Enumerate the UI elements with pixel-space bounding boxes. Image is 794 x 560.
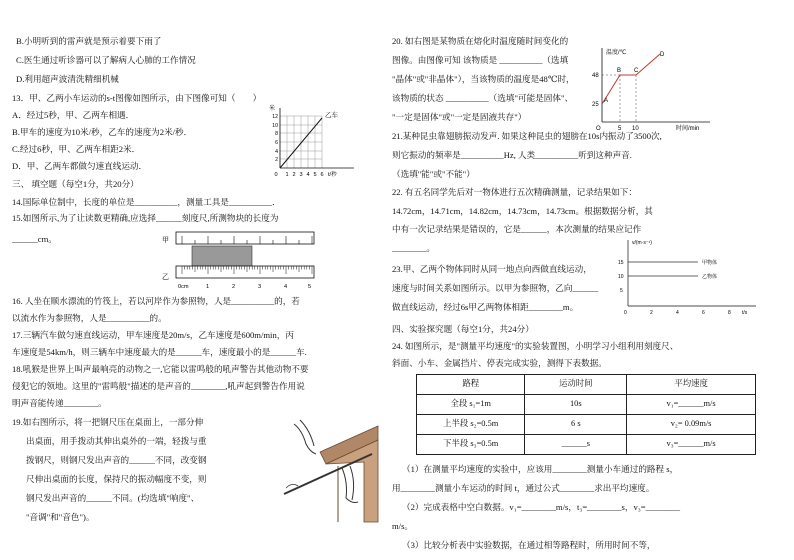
vt-xtick: 8 (728, 310, 731, 316)
q24-part1-line2: 用________测量小车运动的时间 t，通过公式________求出平均速度。 (392, 483, 655, 493)
q21-line3: （选填"能"或"不能"） (392, 169, 475, 179)
vt-ytick: 10 (618, 274, 624, 280)
ruler-tick-label: 4 (284, 284, 288, 290)
q13-xlabel: t/秒 (328, 172, 337, 178)
q23-line2: 速度与时间关系如图所示。以甲为参照物，乙向______ (392, 283, 599, 293)
table-header: 平均速度 (627, 375, 756, 395)
q24-line1: 24. 如图所示，是"测量平均速度"的实验装置图，小明学习小组利用刻度尺、 (392, 341, 679, 351)
section-4-title: 四、实验探究题（每空1分，共24分） (392, 324, 534, 334)
q19-line4: 尺伸出桌面的长度，保持尺的振动幅度不变，则 (26, 474, 207, 484)
table-cell: 下半段 s₃=0.5m (417, 435, 525, 455)
q16-line2: 以流水作为参照物，人是__________的。 (12, 313, 167, 323)
q13-option-d: D．甲、乙两车都做匀速直线运动． (12, 161, 148, 171)
q20-line4: 该物质的状态 __________（选填"可能是固体"、 (392, 93, 574, 103)
q17-line1: 17.三辆汽车做匀速直线运动，甲车速度是20m/s，乙车速度是600m/min，丙 (12, 330, 294, 340)
table-cell: v₃=______m/s (627, 435, 756, 455)
q12-option-c: C.医生通过听诊器可以了解病人心肺的工作情况 (16, 55, 196, 65)
melting-origin: O (596, 126, 601, 132)
q13-xtick: 6 (320, 172, 324, 178)
vt-ylabel: v/(m·s⁻¹) (632, 240, 652, 246)
q16-line1: 16. 人坐在顺水漂流的竹筏上，若以河岸作为参照物，人是__________的，若 (12, 296, 300, 306)
q20-line5: "一定是固体"或"一定是固液共存"） (392, 112, 527, 122)
q13-xtick: 1 (285, 172, 289, 178)
q21-line1: 21.某种昆虫靠翅膀振动发声. 如果这种昆虫的翅膀在10s内振动了3500次, (392, 131, 662, 141)
q12-option-b: B.小明听到的雷声就是预示着要下雨了 (16, 36, 162, 46)
q24-part2-line2: m/s。 (392, 521, 414, 531)
ruler-bottom-label: 乙 (162, 274, 169, 281)
q13-xtick: 5 (313, 172, 317, 178)
q24-data-table (416, 374, 756, 455)
ruler-tick-label: 2 (232, 284, 236, 290)
vt-series-label: 乙物体 (702, 274, 718, 280)
melting-ytick: 25 (592, 102, 599, 108)
vt-ytick: 5 (620, 288, 623, 294)
table-cell: ______s (525, 435, 627, 455)
q13-ytick: 6 (275, 140, 278, 146)
q12-option-d: D.利用超声波清洗精细机械 (16, 74, 119, 84)
q13-xtick: 2 (292, 172, 296, 178)
table-cell: 10s (525, 395, 627, 415)
table-header-row (417, 375, 756, 395)
q19-line2: 出桌面，用手拨动其伸出桌外的一端，轻拨与重 (26, 436, 207, 446)
q15-line1: 15.如图所示,为了让读数更精确,应选择______刻度尺,所测物块的长度为 (12, 213, 279, 223)
q15-line2: ______cm。 (12, 234, 57, 244)
q13-option-b: B.甲车的速度为10米/秒，乙车的速度为2米/秒． (12, 127, 193, 137)
ruler-unit: 0cm (178, 284, 189, 290)
q18-line3: 明声音能传递________。 (12, 398, 107, 408)
q19-line1: 19.如右图所示，将一把钢尺压在桌面上，一部分伸 (12, 417, 204, 427)
q22-line2: 14.72cm，14.71cm，14.82cm，14.73cm，14.73cm。根据数据分析，其 (392, 206, 653, 216)
vt-ytick: 15 (618, 260, 624, 266)
q23-line3: 做直线运动，经过6s甲乙两物体相距________m。 (392, 302, 579, 312)
q24-line2: 斜面、小车、金属挡片、停表完成实验，测得下表数据。 (392, 358, 607, 368)
q13-line-label: 乙车 (325, 112, 338, 119)
q13-option-c: C.经过6秒，甲、乙两车相距2米． (12, 144, 141, 154)
vt-xtick: 0 (624, 310, 627, 316)
table-cell: v₂= 0.09m/s (627, 415, 756, 435)
q24-part2-line1: （2）完成表格中空白数据。v₁=________m/s，t₃=________s，v₃=________ (402, 502, 681, 512)
melting-xtick: 10 (632, 126, 639, 132)
table-cell: 上半段 s₂=0.5m (417, 415, 525, 435)
table-cell: 6 s (525, 415, 627, 435)
rulers-figure (162, 228, 322, 290)
table-cell: v₁=______m/s (627, 395, 756, 415)
q13-ytick: 10 (272, 123, 278, 129)
q13-ytick: 4 (275, 149, 278, 155)
table-header: 运动时间 (525, 375, 627, 395)
q24-part3: （3）比较分析表中实验数据，在通过相等路程时，所用时间不等， (402, 540, 656, 550)
q20-line2: 图像。由图像可知 该物质是 __________（选填 (392, 55, 569, 65)
q23-line1: 23.甲、乙两个物体同时从同一地点向西做直线运动， (392, 264, 592, 274)
q17-line2: 车速度是54km/h，则三辆车中速度最大的是______车，速度最小的是______车. (12, 347, 307, 357)
q13-stem: 13．甲、乙两小车运动的s-t图像如图所示，由下图像可知（ ） (12, 93, 262, 103)
melting-point-label: D (660, 52, 665, 58)
section-3-title: 三、 填空题（每空1分，共20分） (12, 179, 139, 189)
ruler-tick-label: 1 (206, 284, 210, 290)
q20-line1: 20. 如右图是某物质在熔化时温度随时间变化的 (392, 36, 569, 46)
melting-xtick: 5 (618, 126, 622, 132)
q24-part1-line1: （1）在测量平均速度的实验中，应该用________测量小车通过的路程 s， (402, 464, 679, 474)
q21-line2: 则它振动的频率是__________Hz, 人类__________听到这种声音. (392, 150, 632, 160)
melting-point-label: A (604, 98, 609, 104)
table-row (417, 395, 756, 415)
q22-line4: ________。 (392, 243, 435, 253)
q19-line6: "音调"和"音色")。 (26, 512, 95, 522)
q13-ylabel: 米 (269, 106, 276, 112)
q22-line3: 中有一次记录结果是错误的，它是______，本次测量的结果应记作 (392, 224, 642, 234)
melting-xlabel: 时间/min (676, 126, 700, 132)
melting-ytick: 48 (592, 73, 599, 79)
q13-st-graph (262, 102, 362, 184)
q13-xtick: 4 (306, 172, 310, 178)
vt-graph (616, 236, 766, 316)
q13-ytick: 2 (275, 157, 278, 163)
vt-xtick: 2 (650, 310, 653, 316)
table-row (417, 435, 756, 455)
vt-xtick: 6 (702, 310, 705, 316)
melting-graph (590, 42, 780, 132)
steel-ruler-illustration (280, 412, 380, 524)
ruler-top-label: 甲 (162, 237, 169, 244)
q20-line3: "晶体"或"非晶体"），当该物质的温度是48℃时， (392, 74, 575, 84)
melting-point-label: C (634, 68, 639, 74)
ruler-tick-label: 5 (308, 284, 312, 290)
q13-ytick: 8 (275, 131, 278, 137)
vt-xtick: 4 (676, 310, 679, 316)
q18-line2: 侵犯它的领地。这里的"雷鸣般"描述的是声音的________,吼声起到警告作用说 (12, 381, 305, 391)
table-cell: 全段 s₁=1m (417, 395, 525, 415)
vt-xlabel: t/s (742, 310, 748, 316)
q19-line5: 钢尺发出声音的______不同。(均选填"响度"、 (26, 493, 200, 503)
q18-line1: 18.吼猴是世界上叫声最响亮的动物之一,它能以雷鸣般的吼声警告其他动物不要 (12, 364, 309, 374)
table-header: 路程 (417, 375, 525, 395)
q14: 14.国际单位制中，长度的单位是__________，测量工具是__________． (12, 197, 281, 207)
melting-point-label: B (617, 68, 622, 74)
q13-option-a: A．经过5秒，甲、乙两车相遇． (12, 110, 135, 120)
vt-series-label: 甲物体 (702, 260, 718, 266)
table-row (417, 415, 756, 435)
q22-line1: 22. 有五名同学先后对一物体进行五次精确测量，记录结果如下： (392, 187, 637, 197)
q19-line3: 拨钢尺，则钢尺发出声音的______不同，改变钢 (26, 455, 207, 465)
q13-ytick: 12 (272, 114, 278, 120)
ruler-tick-label: 3 (258, 284, 262, 290)
melting-ylabel: 温度/℃ (606, 50, 627, 56)
q13-xtick: 0 (274, 172, 278, 178)
q13-xtick: 3 (299, 172, 303, 178)
